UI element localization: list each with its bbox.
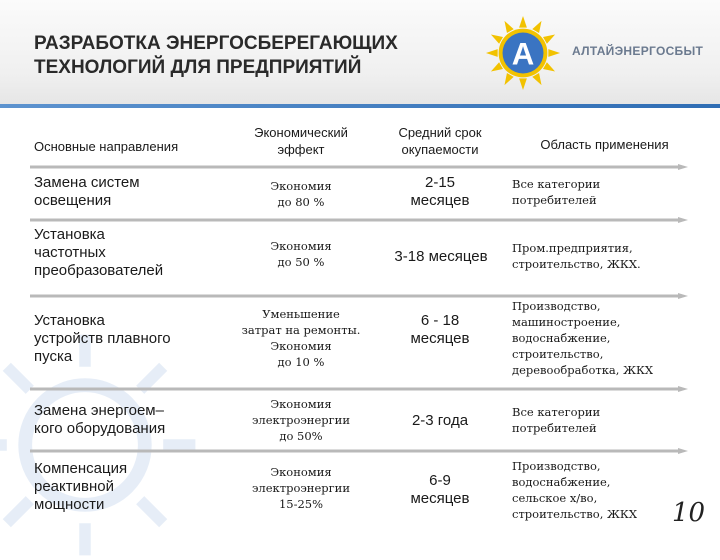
row-1-payback: 2-15 месяцев [410, 174, 470, 209]
page-title [34, 32, 474, 80]
row-3-payback: 6 - 18 месяцев [410, 312, 470, 347]
row-1-area: Все категории потребителей [512, 177, 601, 207]
row-5-payback: 6-9 месяцев [410, 472, 470, 507]
row-3-effect: Уменьшение затрат на ремонты. Экономия до 10 % [241, 307, 361, 369]
row-4-effect: Экономия электроэнергии до 50% [251, 397, 350, 443]
row-2-direction: Установка частотных преобразователей [34, 226, 164, 279]
brand-name: АЛТАЙЭНЕРГОСБЫТ [572, 44, 704, 58]
row-5-direction: Компенсация реактивной мощности [34, 460, 128, 513]
header-payback: Средний срок окупаемости [398, 125, 482, 157]
row-divider-arrow [30, 217, 690, 220]
row-4-payback: 2-3 года [411, 412, 469, 429]
page-title-line-2: ТЕХНОЛОГИЙ ДЛЯ ПРЕДПРИЯТИЙ [34, 57, 362, 78]
row-5-area: Производство, водоснабжение, сельское х/во, строительство, ЖКХ [512, 459, 638, 521]
header-divider [0, 104, 720, 108]
row-1-direction: Замена систем освещения [34, 174, 140, 209]
logo-letter: А [511, 36, 535, 72]
row-4-area: Все категории потребителей [512, 405, 601, 435]
row-3-direction: Установка устройств плавного пуска [34, 312, 171, 365]
row-2-area: Пром.предприятия, строительство, ЖКХ. [512, 241, 641, 271]
row-divider-arrow [30, 386, 690, 389]
row-divider-arrow [30, 164, 690, 167]
row-divider-arrow [30, 293, 690, 296]
row-4-direction: Замена энергоем– кого оборудования [34, 402, 166, 437]
row-3-area: Производство, машиностроение, водоснабжение, строительство, деревообработка, ЖКХ [512, 299, 654, 377]
page-title-line-1: РАЗРАБОТКА ЭНЕРГОСБЕРЕГАЮЩИХ [34, 33, 398, 54]
header-effect: Экономический эффект [254, 125, 348, 157]
header-area: Область применения [540, 137, 669, 152]
header-directions: Основные направления [34, 139, 179, 154]
row-2-effect: Экономия до 50 % [270, 239, 332, 269]
row-divider-arrow [30, 448, 690, 451]
row-2-payback: 3-18 месяцев [394, 248, 488, 265]
altai-energosbyt-logo-icon [484, 14, 562, 92]
page-number: 10 [672, 498, 706, 528]
row-5-effect: Экономия электроэнергии 15-25% [251, 465, 350, 511]
row-1-effect: Экономия до 80 % [270, 179, 332, 209]
